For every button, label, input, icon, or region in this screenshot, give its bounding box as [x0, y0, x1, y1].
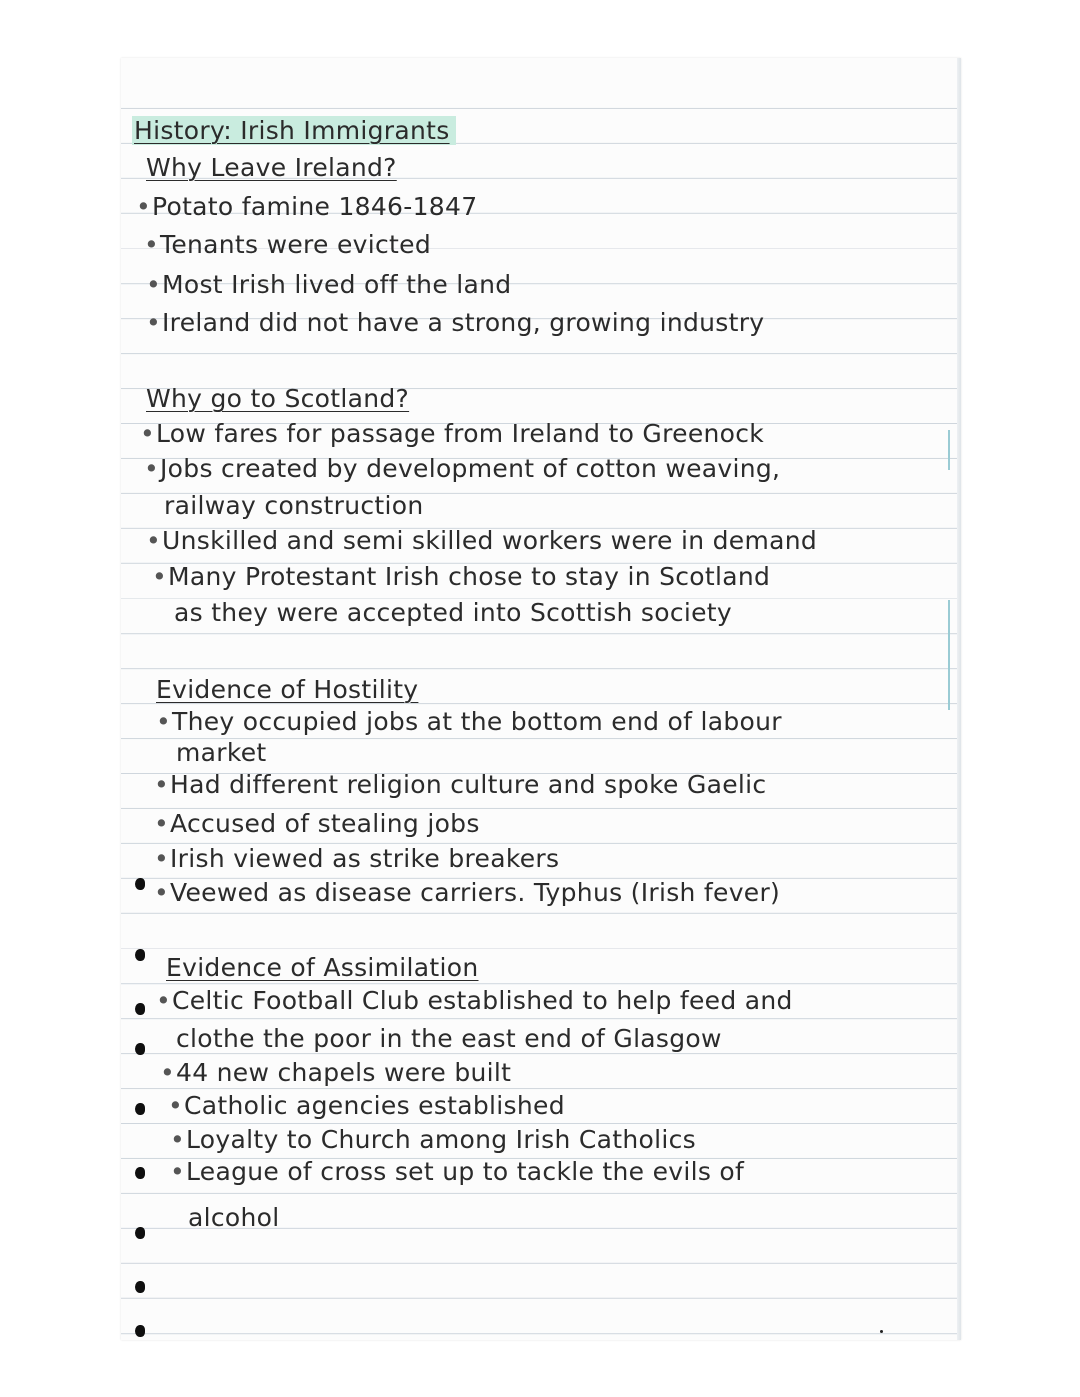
list-item: • They occupied jobs at the bottom end of labour — [172, 707, 782, 737]
binder-hole — [135, 1003, 145, 1015]
list-item: • Veewed as disease carriers. Typhus (Irish fever) — [170, 878, 780, 908]
list-item: • Catholic agencies established — [184, 1091, 565, 1121]
list-item: • Jobs created by development of cotton weaving, — [160, 454, 780, 484]
list-item: • Most Irish lived off the land — [162, 270, 511, 300]
section-heading-hostility: Evidence of Hostility — [156, 675, 419, 704]
binder-hole — [135, 1325, 145, 1337]
list-item: • Celtic Football Club established to help feed and — [172, 986, 793, 1016]
list-item: • Potato famine 1846-1847 — [152, 192, 477, 222]
title-highlight: History: Irish Immigrants — [132, 116, 456, 145]
list-item: • 44 new chapels were built — [176, 1058, 511, 1088]
page-title — [132, 116, 456, 146]
margin-mark — [948, 600, 950, 710]
binder-hole — [135, 1227, 145, 1239]
binder-hole — [135, 1103, 145, 1115]
binder-hole — [135, 1167, 145, 1179]
binder-hole — [135, 949, 145, 961]
binder-hole — [135, 878, 145, 890]
list-item-continuation: clothe the poor in the east end of Glasgow — [176, 1024, 722, 1053]
pen-dot — [880, 1330, 883, 1333]
section-heading-why-scotland: Why go to Scotland? — [146, 384, 410, 413]
list-item: • Irish viewed as strike breakers — [170, 844, 559, 874]
list-item: • League of cross set up to tackle the evils of — [186, 1157, 744, 1187]
list-item-continuation: market — [176, 738, 267, 767]
margin-mark — [948, 430, 950, 470]
section-heading-assimilation: Evidence of Assimilation — [166, 953, 479, 982]
list-item: • Many Protestant Irish chose to stay in Scotland — [168, 562, 770, 592]
list-item: • Accused of stealing jobs — [170, 809, 480, 839]
list-item: • Ireland did not have a strong, growing industry — [162, 308, 764, 338]
list-item-continuation: alcohol — [188, 1203, 280, 1232]
list-item: • Tenants were evicted — [160, 230, 431, 260]
list-item: • Had different religion culture and spoke Gaelic — [170, 770, 766, 800]
list-item-continuation: as they were accepted into Scottish society — [174, 598, 733, 627]
list-item: • Loyalty to Church among Irish Catholics — [186, 1125, 696, 1155]
binder-hole — [135, 1281, 145, 1293]
section-heading-why-leave: Why Leave Ireland? — [146, 153, 397, 182]
list-item-continuation: railway construction — [164, 491, 424, 520]
binder-hole — [135, 1043, 145, 1055]
list-item: • Unskilled and semi skilled workers were in demand — [162, 526, 817, 556]
list-item: • Low fares for passage from Ireland to Greenock — [156, 419, 764, 449]
paper-edge — [957, 58, 961, 1340]
